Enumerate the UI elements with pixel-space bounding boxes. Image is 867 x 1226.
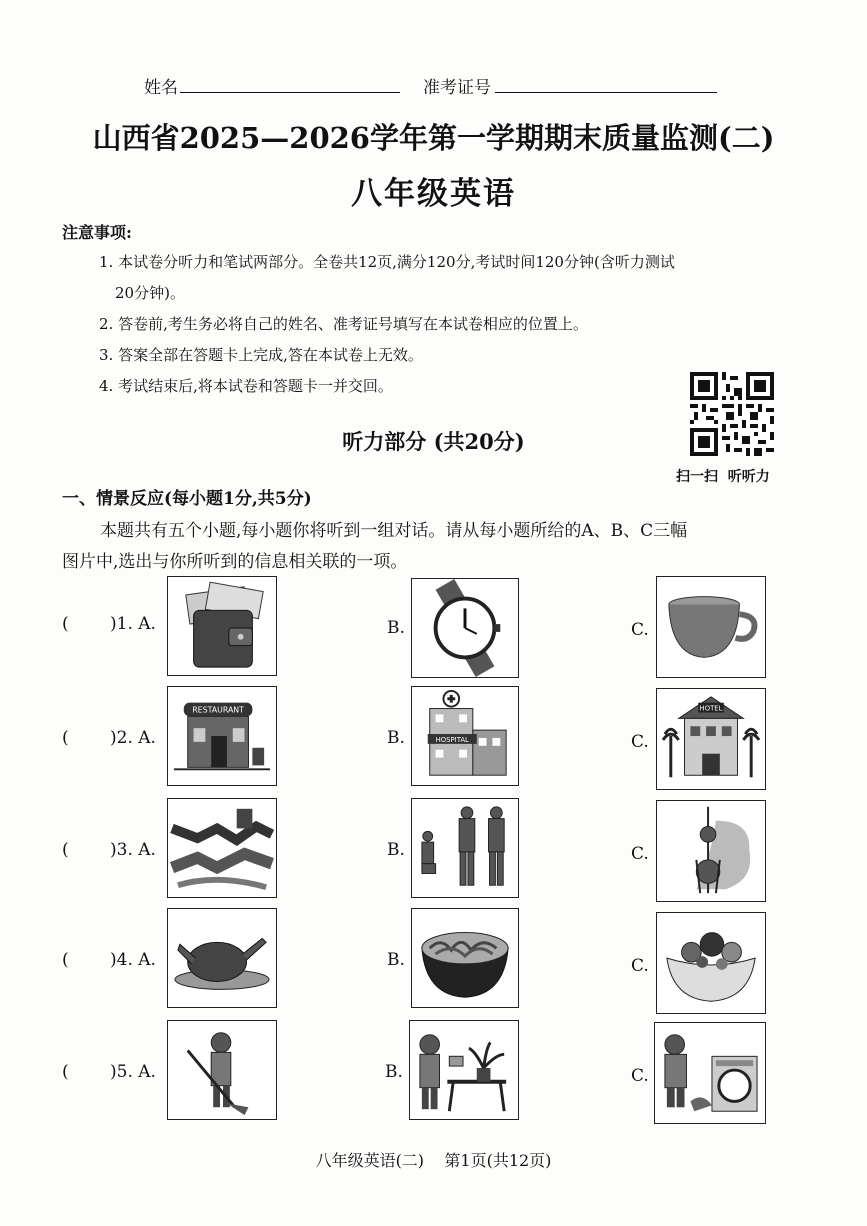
question-5-option-a-label: )5. A. [110, 1062, 156, 1082]
restaurant-icon [168, 687, 276, 785]
section-1-instructions-line1: 本题共有五个小题,每小题你将听到一组对话。请从每小题所给的A、B、C三幅 [100, 521, 688, 541]
question-4-option-a-image[interactable] [167, 908, 277, 1008]
sweeping-floor-icon [168, 1021, 276, 1119]
answer-paren-open[interactable]: ( [62, 728, 69, 748]
question-4-option-c-image[interactable] [656, 912, 766, 1014]
question-3-option-c-label: C. [631, 844, 649, 864]
question-3-option-b-image[interactable] [411, 798, 519, 898]
question-5-option-c-image[interactable] [654, 1022, 766, 1124]
question-5-option-b-label: B. [385, 1062, 403, 1082]
terracotta-warriors-icon [412, 799, 518, 897]
watch-icon [412, 579, 518, 677]
hotel-sign: HOTEL [699, 704, 723, 713]
question-2-option-b-label: B. [387, 728, 405, 748]
hospital-icon [412, 687, 518, 785]
section-1-instructions-line2: 图片中,选出与你所听到的信息相关联的一项。 [62, 552, 408, 572]
noodles-icon [412, 909, 518, 1007]
notice-heading: 注意事项: [62, 223, 132, 242]
question-3-option-a-label: )3. A. [110, 840, 156, 860]
question-1-option-a-image[interactable] [167, 576, 277, 676]
question-1-option-b-image[interactable] [411, 578, 519, 678]
notice-item-4: 4. 考试结束后,将本试卷和答题卡一并交回。 [99, 377, 393, 395]
notice-item-3: 3. 答案全部在答题卡上完成,答在本试卷上无效。 [99, 346, 423, 364]
notice-item-1-cont: 20分钟)。 [115, 284, 185, 302]
question-2-option-c-image[interactable] [656, 688, 766, 790]
exam-id-field[interactable] [495, 92, 717, 93]
question-5-option-a-image[interactable] [167, 1020, 277, 1120]
fruit-salad-icon [657, 913, 765, 1013]
name-field[interactable] [180, 92, 400, 93]
question-4-option-b-label: B. [387, 950, 405, 970]
hospital-sign: HOSPITAL [435, 735, 469, 744]
page-subtitle: 八年级英语 [351, 176, 516, 212]
answer-paren-open[interactable]: ( [62, 840, 69, 860]
answer-paren-open[interactable]: ( [62, 614, 69, 634]
name-label: 姓名 [144, 78, 178, 98]
oriental-pearl-tower-icon [657, 801, 765, 901]
listening-heading: 听力部分 (共20分) [342, 429, 525, 454]
cup-icon [657, 577, 765, 677]
question-1-option-c-label: C. [631, 620, 649, 640]
question-2-option-b-image[interactable] [411, 686, 519, 786]
question-4-option-c-label: C. [631, 956, 649, 976]
roast-turkey-icon [168, 909, 276, 1007]
question-1-option-c-image[interactable] [656, 576, 766, 678]
wallet-icon [168, 577, 276, 675]
question-3-option-a-image[interactable] [167, 798, 277, 898]
question-4-option-a-label: )4. A. [110, 950, 156, 970]
answer-paren-open[interactable]: ( [62, 1062, 69, 1082]
restaurant-sign: RESTAURANT [192, 705, 244, 715]
page-title: 山西省2025—2026学年第一学期期末质量监测(二) [92, 121, 775, 155]
washing-clothes-icon [655, 1023, 765, 1123]
qr-caption: 扫一扫 听听力 [676, 469, 770, 485]
page-footer: 八年级英语(二) 第1页(共12页) [315, 1151, 552, 1170]
question-5-option-b-image[interactable] [409, 1020, 519, 1120]
hotel-icon [657, 689, 765, 789]
question-1-option-b-label: B. [387, 618, 405, 638]
question-2-option-c-label: C. [631, 732, 649, 752]
watering-plants-icon [410, 1021, 518, 1119]
notice-item-2: 2. 答卷前,考生务必将自己的姓名、准考证号填写在本试卷相应的位置上。 [99, 315, 588, 333]
question-3-option-b-label: B. [387, 840, 405, 860]
question-2-option-a-image[interactable] [167, 686, 277, 786]
question-2-option-a-label: )2. A. [110, 728, 156, 748]
question-1-option-a-label: )1. A. [110, 614, 156, 634]
notice-item-1: 1. 本试卷分听力和笔试两部分。全卷共12页,满分120分,考试时间120分钟(含听力测试 [99, 253, 675, 271]
section-1-title: 一、情景反应(每小题1分,共5分) [62, 489, 312, 509]
great-wall-icon [168, 799, 276, 897]
question-3-option-c-image[interactable] [656, 800, 766, 902]
exam-id-label: 准考证号 [423, 78, 491, 98]
answer-paren-open[interactable]: ( [62, 950, 69, 970]
question-4-option-b-image[interactable] [411, 908, 519, 1008]
question-5-option-c-label: C. [631, 1066, 649, 1086]
